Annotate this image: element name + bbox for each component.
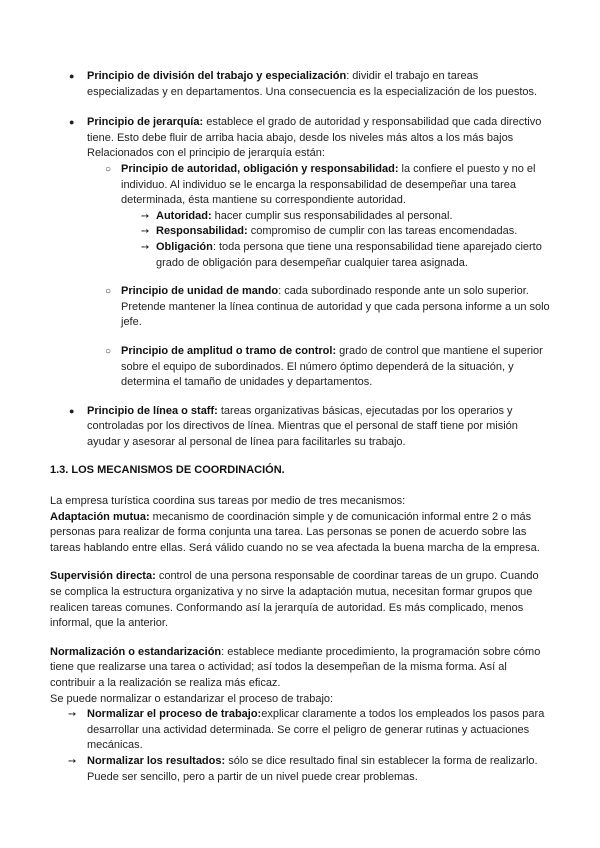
principle-text: establece el grado de autoridad y responsabilidad que cada directivo tiene. Esto debe fluir de arriba hacia abajo, desde los niveles más altos a los más bajos Relacionados con el principio de jerarquía están: — [87, 116, 542, 160]
bullet-circle: ○ — [105, 163, 112, 175]
sub-principle-text: la confiere el puesto y no el individuo. Al individuo se le encarga la responsabilidad de desempeñar una tarea determinada, ésta mantiene su correspondiente autoridad. — [121, 162, 536, 207]
principle-jerarquia — [50, 115, 550, 162]
item-text: hacer cumplir sus responsabilidades al personal. — [211, 209, 453, 222]
arrow-bullet-icon: ➙ — [68, 755, 77, 767]
item-text: explicar claramente a todos los empleados los pasos para desarrollar una actividad determinada. Se corre el peligro de generar rutinas y actuaciones mecánicas. — [87, 708, 545, 752]
list-item — [50, 209, 550, 225]
mechanism-text: control de una persona responsable de coordinar tareas de un grupo. Cuando se complica la estructura organizativa y no sirve la adaptación mutua, necesitan formar grupos que realicen tareas comunes. Conformando así la jerarquía de autoridad. Es más complicado, menos informal, que la anterior. — [50, 570, 539, 630]
mechanism-adaptacion-mutua — [50, 510, 550, 557]
item-text: compromiso de cumplir con las tareas encomendadas. — [247, 225, 518, 238]
item-text: : toda persona que tiene una responsabilidad tiene aparejado cierto grado de obligación para desempeñar cualquier tarea asignada. — [156, 240, 542, 269]
item-title: Normalizar el proceso de trabajo: — [87, 708, 262, 721]
principle-title: Principio de línea o staff: — [87, 404, 218, 417]
sub-principle-autoridad — [50, 162, 550, 209]
principle-linea-staff — [50, 404, 550, 451]
item-title: Autoridad: — [156, 209, 212, 222]
sub-principle-title: Principio de autoridad, obligación y responsabilidad: — [121, 162, 399, 175]
arrow-bullet-icon: ➙ — [141, 210, 150, 222]
principle-title: Principio de división del trabajo y especialización — [87, 70, 347, 82]
item-title: Obligación — [156, 240, 213, 253]
mechanism-supervision-directa — [50, 569, 550, 631]
section-heading: 1.3. LOS MECANISMOS DE COORDINACIÓN. — [50, 464, 285, 477]
bullet-disc: ● — [69, 117, 75, 128]
list-item — [50, 240, 550, 271]
sub-principle-text: grado de control que mantiene el superior sobre el equipo de subordinados. El número óptimo dependerá de la situación, y determina el tamaño de unidades y departamentos. — [121, 344, 543, 389]
mechanism-text: : establece mediante procedimiento, la programación sobre cómo tiene que realizarse una tarea o actividad; así todos la desempeñan de la misma forma. Así al contribuir a la realización se realiza más eficaz. — [50, 645, 541, 689]
sub-principle-unidad-mando — [50, 284, 550, 331]
mechanism-title: Supervisión directa: — [50, 570, 156, 583]
sub-principle-amplitud-control — [50, 344, 550, 391]
bullet-disc: ● — [69, 405, 75, 416]
principle-title: Principio de jerarquía: — [87, 116, 204, 129]
arrow-bullet-icon: ➙ — [68, 709, 77, 721]
item-title: Normalizar los resultados: — [87, 754, 226, 767]
principle-text: tareas organizativas básicas, ejecutadas por los operarios y controladas por los directivos de línea. Mientras que el personal de staff tiene por misión ayudar y asesorar al personal de línea para facilitarles su trabajo. — [87, 404, 518, 448]
sub-principle-text: : cada subordinado responde ante un solo superior. Pretende mantener la línea continua de autoridad y que cada persona informe a un solo jefe. — [121, 285, 550, 329]
bullet-circle: ○ — [105, 345, 112, 357]
mechanism-title: Normalización o estandarización — [50, 645, 222, 658]
sub-principle-title: Principio de amplitud o tramo de control: — [121, 344, 337, 357]
item-title: Responsabilidad: — [156, 225, 248, 238]
section-intro: La empresa turística coordina sus tareas por medio de tres mecanismos: — [50, 495, 406, 508]
item-text: sólo se dice resultado final sin establecer la forma de realizarlo. Puede ser sencillo, pero a partir de un nivel puede crear problemas. — [87, 754, 538, 783]
mechanism-text: mecanismo de coordinación simple y de comunicación informal entre 2 o más personas para realizar de forma conjunta una tarea. Las personas se ponen de acuerdo sobre las tareas hablando entre ellas. Será válido cuando no se vea afectada la buena marcha de la empresa. — [50, 510, 540, 554]
mechanism-lead: Se puede normalizar o estandarizar el proceso de trabajo: — [50, 692, 334, 705]
bullet-circle: ○ — [105, 286, 112, 298]
principle-division-trabajo — [50, 69, 550, 100]
mechanism-title: Adaptación mutua: — [50, 510, 150, 523]
bullet-disc: ● — [69, 71, 75, 81]
mechanism-normalizacion — [50, 645, 550, 692]
principle-text: : dividir el trabajo en tareas especializadas y en departamentos. Una consecuencia es la especialización de los puestos. — [87, 70, 538, 98]
list-item — [50, 754, 550, 785]
arrow-bullet-icon: ➙ — [141, 226, 150, 238]
list-item — [50, 224, 550, 240]
list-item — [50, 707, 550, 754]
sub-principle-title: Principio de unidad de mando — [121, 285, 279, 298]
arrow-bullet-icon: ➙ — [141, 241, 150, 253]
